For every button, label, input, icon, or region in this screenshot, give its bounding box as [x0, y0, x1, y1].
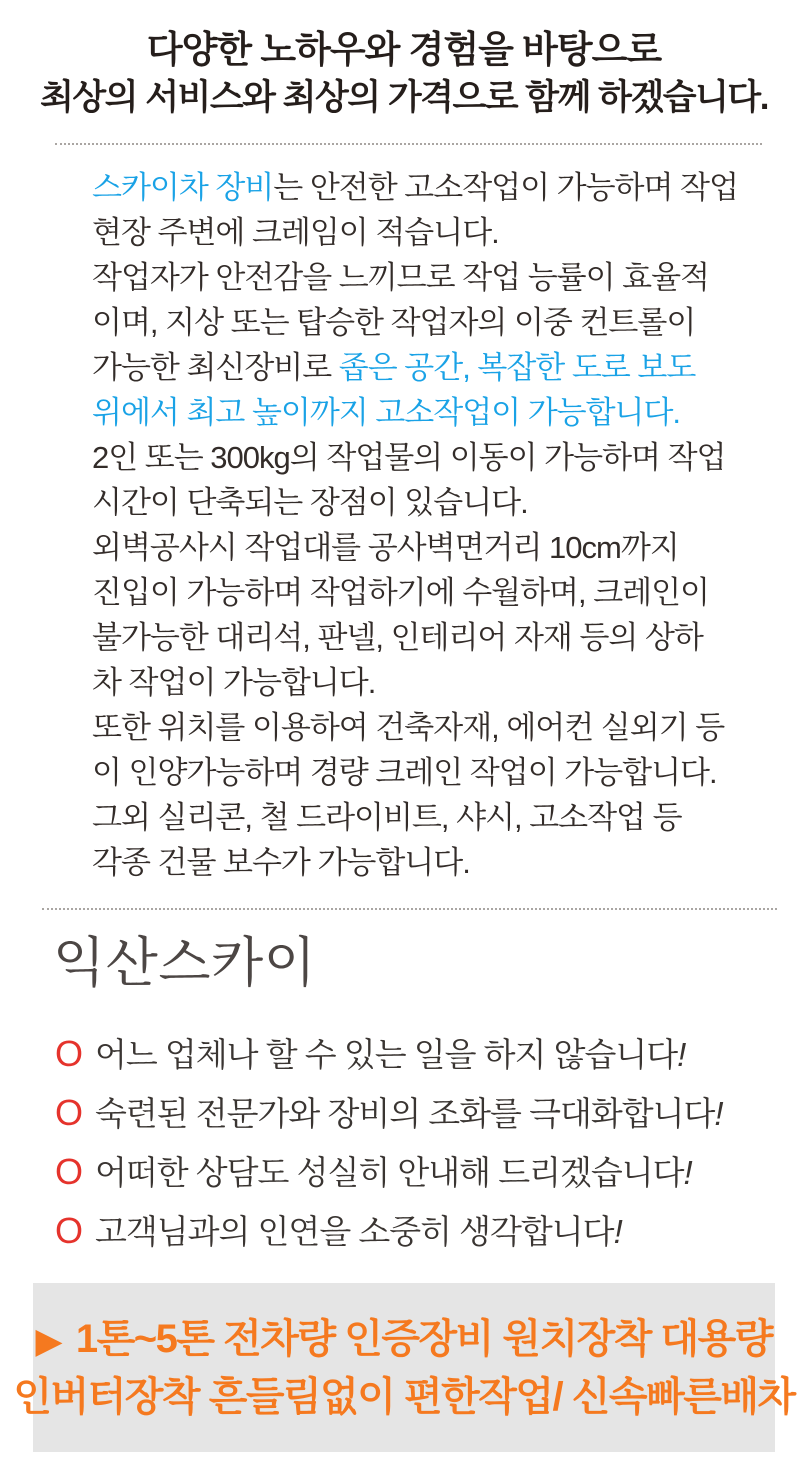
text-segment: 작업자가 안전감을 느끼므로 작업 능률이 효율적	[92, 260, 709, 295]
list-item	[55, 1142, 808, 1201]
list-item	[55, 1201, 808, 1260]
text-segment: 시간이 단축되는 장점이 있습니다.	[92, 485, 528, 520]
red-o-bullet-icon: O	[55, 1033, 84, 1074]
list-item-text: 어느 업체나 할 수 있는 일을 하지 않습니다!	[95, 1036, 686, 1073]
bottom-promo-banner	[13, 1283, 795, 1452]
paragraph-line	[92, 255, 770, 300]
highlight-blue: 위에서 최고 높이까지 고소작업이 가능합니다.	[92, 395, 681, 430]
paragraph-line	[92, 525, 770, 570]
paragraph-line	[92, 795, 770, 840]
paragraph-line	[92, 210, 770, 255]
intro-line-1: 다양한 노하우와 경험을 바탕으로	[146, 29, 662, 70]
text-segment: 이며, 지상 또는 탑승한 작업자의 이중 컨트롤이	[92, 305, 696, 340]
banner-text-1: 1톤~5톤 전차량 인증장비 원치장착 대용량	[75, 1316, 772, 1361]
paragraph-line	[92, 345, 770, 390]
play-triangle-icon: ▶	[36, 1321, 60, 1359]
paragraph-line	[92, 480, 770, 525]
dotted-divider-top	[55, 143, 762, 145]
text-segment: 2인 또는 300kg의 작업물의 이동이 가능하며 작업	[92, 440, 726, 475]
paragraph-line	[92, 165, 770, 210]
text-segment: 이 인양가능하며 경량 크레인 작업이 가능합니다.	[92, 755, 717, 790]
intro-headline	[0, 0, 808, 121]
list-item-text: 고객님과의 인연을 소중히 생각합니다!	[95, 1213, 622, 1250]
banner-text-2: 인버터장착 흔들림없이 편한작업/ 신속빠른배차	[13, 1374, 795, 1419]
red-o-bullet-icon: O	[55, 1210, 84, 1251]
paragraph-line	[92, 705, 770, 750]
text-segment: 그외 실리콘, 철 드라이비트, 샤시, 고소작업 등	[92, 800, 682, 835]
text-segment: 가능한 최신장비로	[92, 350, 339, 385]
dotted-divider-middle	[42, 908, 777, 910]
company-name-heading: 익산스카이	[53, 933, 317, 993]
intro-line-2: 최상의 서비스와 최상의 가격으로 함께 하겠습니다.	[40, 78, 768, 117]
text-segment: 불가능한 대리석, 판넬, 인테리어 자재 등의 상하	[92, 620, 703, 655]
exclamation-mark: !	[714, 1095, 723, 1132]
service-description	[92, 165, 770, 885]
list-item	[55, 1024, 808, 1083]
text-segment: 현장 주변에 크레임이 적습니다.	[92, 215, 499, 250]
list-item-text: 어떠한 상담도 성실히 안내해 드리겠습니다!	[95, 1154, 692, 1191]
paragraph-line	[92, 750, 770, 795]
red-o-bullet-icon: O	[55, 1092, 84, 1133]
exclamation-mark: !	[613, 1213, 622, 1250]
paragraph-line	[92, 570, 770, 615]
paragraph-line	[92, 435, 770, 480]
text-segment: 또한 위치를 이용하여 건축자재, 에어컨 실외기 등	[92, 710, 725, 745]
text-segment: 진입이 가능하며 작업하기에 수월하며, 크레인이	[92, 575, 709, 610]
text-segment: 차 작업이 가능합니다.	[92, 665, 376, 700]
promise-list	[55, 1024, 808, 1260]
highlight-blue: 스카이차 장비	[92, 170, 274, 205]
paragraph-line	[92, 300, 770, 345]
exclamation-mark: !	[683, 1154, 692, 1191]
list-item	[55, 1083, 808, 1142]
banner-line-1	[36, 1311, 772, 1369]
text-segment: 각종 건물 보수가 가능합니다.	[92, 845, 470, 880]
paragraph-line	[92, 660, 770, 705]
list-item-text: 숙련된 전문가와 장비의 조화를 극대화합니다!	[95, 1095, 723, 1132]
highlight-blue: 좁은 공간, 복잡한 도로 보도	[338, 350, 696, 385]
red-o-bullet-icon: O	[55, 1151, 84, 1192]
paragraph-line	[92, 390, 770, 435]
paragraph-line	[92, 840, 770, 885]
text-segment: 외벽공사시 작업대를 공사벽면거리 10cm까지	[92, 530, 679, 565]
paragraph-line	[92, 615, 770, 660]
text-segment: 는 안전한 고소작업이 가능하며 작업	[273, 170, 738, 205]
exclamation-mark: !	[677, 1036, 686, 1073]
banner-line-2	[13, 1369, 794, 1425]
